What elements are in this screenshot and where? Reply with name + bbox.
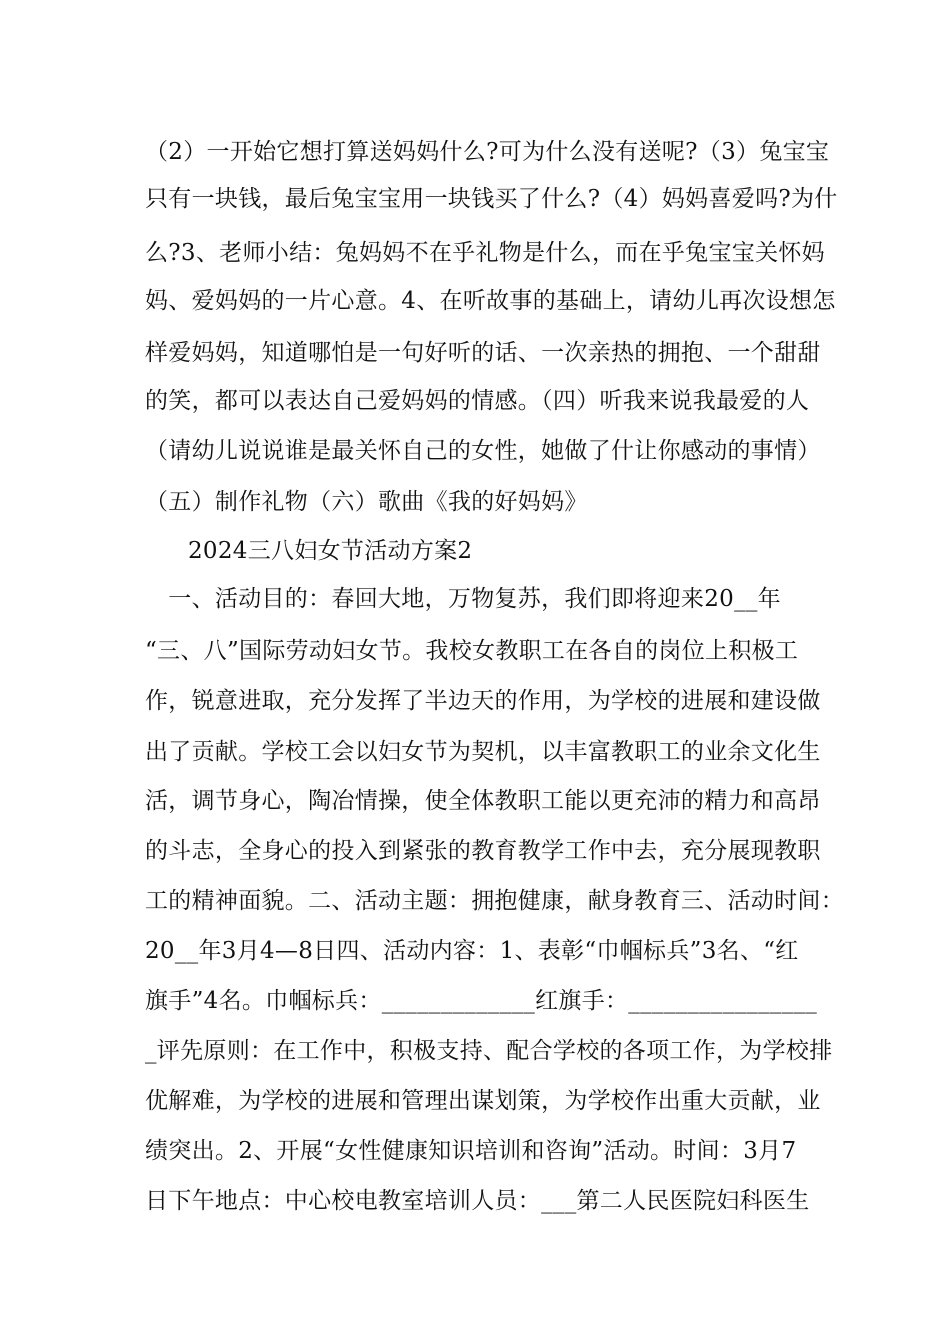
text-line: 旗手”4名。巾帼标兵：_____________红旗手：________________ — [145, 988, 818, 1014]
text-line: （请幼儿说说谁是最关怀自己的女性，她做了什让你感动的事情） — [145, 438, 821, 464]
text-line: 作，锐意进取，充分发挥了半边天的作用，为学校的进展和建设做 — [145, 688, 821, 714]
text-line: 绩突出。2、开展“女性健康知识培训和咨询”活动。时间：3月7 — [145, 1138, 797, 1164]
text-line: 的笑，都可以表达自己爱妈妈的情感。（四）听我来说我最爱的人 — [145, 388, 810, 414]
text-line: 20__年3月4—8日四、活动内容：1、表彰“巾帼标兵”3名、“红 — [145, 938, 799, 964]
text-line: 的斗志，全身心的投入到紧张的教育教学工作中去，充分展现教职 — [145, 838, 821, 864]
text-line: 妈、爱妈妈的一片心意。4、在听故事的基础上，请幼儿再次设想怎 — [145, 288, 836, 314]
text-line: 样爱妈妈，知道哪怕是一句好听的话、一次亲热的拥抱、一个甜甜 — [145, 340, 821, 366]
section-heading: 2024三八妇女节活动方案2 — [188, 538, 473, 564]
text-line: 出了贡献。学校工会以妇女节为契机，以丰富教职工的业余文化生 — [145, 739, 821, 765]
text-line: 日下午地点：中心校电教室培训人员：___第二人民医院妇科医生 — [145, 1188, 810, 1214]
text-line: 工的精神面貌。二、活动主题：拥抱健康，献身教育三、活动时间： — [145, 888, 844, 914]
text-line: 优解难，为学校的进展和管理出谋划策，为学校作出重大贡献，业 — [145, 1088, 821, 1114]
text-line: （2）一开始它想打算送妈妈什么?可为什么没有送呢?（3）兔宝宝 — [145, 139, 830, 165]
text-line: 一、活动目的：春回大地，万物复苏，我们即将迎来20__年 — [145, 586, 781, 612]
text-line: 活，调节身心，陶冶情操，使全体教职工能以更充沛的精力和高昂 — [145, 788, 821, 814]
text-line: （五）制作礼物（六）歌曲《我的好妈妈》 — [145, 489, 588, 515]
text-line: 只有一块钱，最后兔宝宝用一块钱买了什么?（4）妈妈喜爱吗?为什 — [145, 186, 838, 212]
text-line: 么?3、老师小结：兔妈妈不在乎礼物是什么，而在乎兔宝宝关怀妈 — [145, 240, 825, 266]
text-line: “三、八”国际劳动妇女节。我校女教职工在各自的岗位上积极工 — [145, 638, 799, 664]
text-line: _评先原则：在工作中，积极支持、配合学校的各项工作，为学校排 — [145, 1038, 833, 1064]
